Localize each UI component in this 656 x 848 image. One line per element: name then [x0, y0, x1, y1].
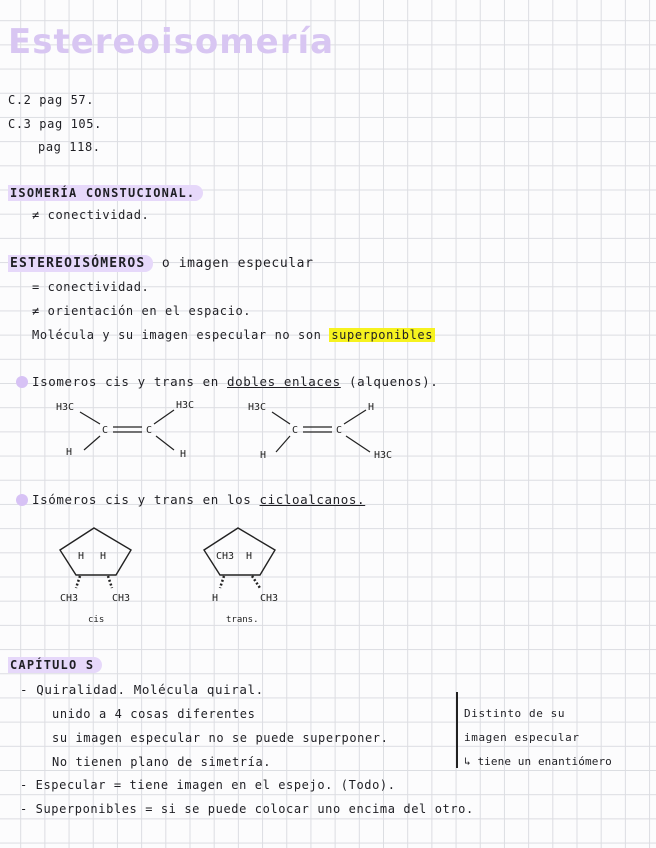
isomeria-line: ≠ conectividad. — [32, 208, 150, 222]
page-title: Estereoisomería — [8, 22, 335, 62]
ring-trans-out1: H — [212, 593, 219, 604]
capitulo-right-2: imagen especular — [464, 731, 580, 744]
alkene-right-c2: C — [336, 425, 343, 436]
capitulo-right-1: Distinto de su — [464, 707, 566, 720]
ref-line-1: C.2 pag 57. — [8, 93, 95, 107]
bullet-dot-2 — [16, 494, 28, 506]
capitulo-right-3: ↳ tiene un enantiómero — [464, 755, 612, 768]
capitulo-heading: CAPÍTULO S — [8, 657, 102, 673]
capitulo-line-1: - Quiralidad. Molécula quiral. — [20, 682, 264, 697]
ring-cis-out1: CH3 — [60, 593, 79, 604]
alkene-left-tr: H3C — [176, 400, 195, 411]
ring-cis-in2: H — [100, 551, 107, 562]
section-capitulo — [8, 658, 102, 672]
estereo-heading-rest: o imagen especular — [161, 256, 314, 271]
alkene-right-bl: H — [260, 450, 267, 461]
isomeria-heading: ISOMERÍA CONSTUCIONAL. — [8, 185, 203, 201]
estereo-line-3-text: Molécula y su imagen especular no son — [32, 328, 322, 342]
alkene-left-c2: C — [146, 425, 153, 436]
bullet-1 — [32, 375, 438, 389]
bullet-1-post: (alquenos). — [348, 374, 439, 389]
alkene-right-br: H3C — [374, 450, 393, 461]
alkene-left-br: H — [180, 449, 187, 460]
ring-trans-out2: CH3 — [260, 593, 279, 604]
bullet-1-pre: Isomeros cis y trans en — [32, 374, 219, 389]
bullet-2-pre: Isómeros cis y trans en los — [32, 492, 252, 507]
alkene-left-bl: H — [66, 447, 73, 458]
alkene-cis — [56, 400, 194, 460]
capitulo-line-3: su imagen especular no se puede superponer. — [52, 731, 389, 745]
ring-trans — [204, 528, 278, 625]
estereo-line-3 — [32, 328, 435, 342]
alkene-diagrams — [0, 392, 656, 472]
bullet-1-underlined: dobles enlaces — [227, 374, 341, 389]
ring-cis-out2: CH3 — [112, 593, 131, 604]
estereo-heading: ESTEREOISÓMEROS — [8, 255, 153, 272]
cycloalkane-diagrams — [0, 520, 656, 630]
divider-line — [456, 692, 458, 768]
bullet-2-underlined: cicloalcanos. — [259, 492, 366, 507]
estereo-line-1: = conectividad. — [32, 280, 150, 294]
ref-line-2: C.3 pag 105. — [8, 117, 102, 131]
alkene-trans — [248, 402, 392, 461]
alkene-right-c1: C — [292, 425, 299, 436]
section-estereo — [8, 257, 314, 271]
ring-trans-caption: trans. — [226, 615, 259, 625]
bullet-dot-1 — [16, 376, 28, 388]
capitulo-line-2: unido a 4 cosas diferentes — [52, 707, 256, 721]
ring-cis-caption: cis — [88, 615, 105, 625]
bullet-2 — [32, 493, 365, 507]
ring-trans-in1: CH3 — [216, 551, 235, 562]
capitulo-line-4: No tienen plano de simetría. — [52, 755, 272, 769]
alkene-right-tr: H — [368, 402, 375, 413]
ring-cis-in1: H — [78, 551, 85, 562]
alkene-left-tl: H3C — [56, 402, 75, 413]
ref-line-3: pag 118. — [38, 140, 101, 154]
ring-trans-in2: H — [246, 551, 253, 562]
superponibles-highlight: superponibles — [331, 328, 434, 342]
capitulo-line-6: - Superponibles = si se puede colocar uno encima del otro. — [20, 802, 474, 816]
alkene-left-c1: C — [102, 425, 109, 436]
ring-cis — [60, 528, 131, 625]
alkene-right-tl: H3C — [248, 402, 267, 413]
estereo-line-2: ≠ orientación en el espacio. — [32, 304, 252, 318]
section-isomeria — [8, 186, 203, 200]
capitulo-line-5: - Especular = tiene imagen en el espejo. (Todo). — [20, 778, 396, 792]
